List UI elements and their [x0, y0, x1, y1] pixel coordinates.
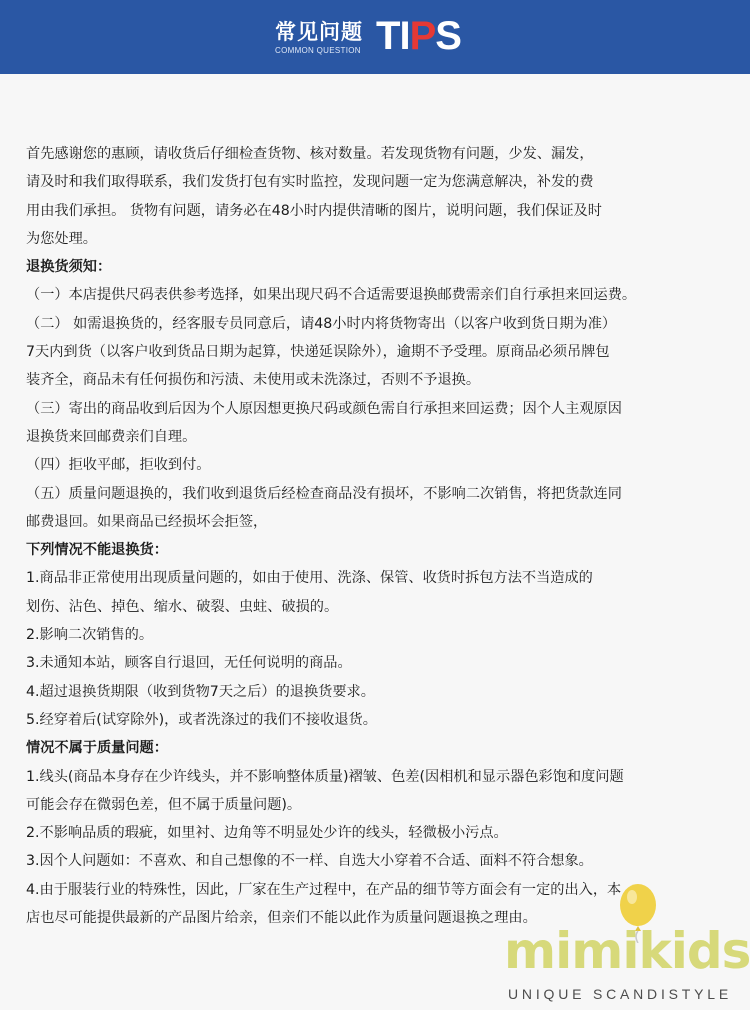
not-quality-line: 1.线头(商品本身存在少许线头，并不影响整体质量)褶皱、色差(因相机和显示器色彩饱和度问题	[26, 768, 624, 785]
returns-section	[26, 281, 746, 536]
intro-line: 请及时和我们取得联系，我们发货打包有实时监控，发现问题一定为您满意解决，补发的费	[26, 174, 594, 191]
logo-wordmark: mimikids	[504, 922, 750, 980]
no-return-line: 划伤、沾色、掉色、缩水、破裂、虫蛀、破损的。	[26, 598, 339, 615]
tips-letter-t: T	[376, 13, 400, 58]
not-quality-line: 2.不影响品质的瑕疵，如里衬、边角等不明显处少许的线头，轻微极小污点。	[26, 825, 508, 842]
tips-letter-p: P	[409, 13, 436, 58]
faq-content	[26, 140, 746, 932]
no-return-section	[26, 564, 746, 734]
not-quality-heading: 情况不属于质量问题：	[26, 740, 168, 757]
no-return-line: 1.商品非正常使用出现质量问题的，如由于使用、洗涤、保管、收货时拆包方法不当造成的	[26, 570, 593, 587]
no-return-line: 2.影响二次销售的。	[26, 627, 154, 644]
returns-line: 装齐全，商品未有任何损伤和污渍、未使用或未洗涤过，否则不予退换。	[26, 372, 481, 389]
tips-letter-s: S	[435, 13, 461, 58]
returns-line: （二） 如需退换货的，经客服专员同意后，请48小时内将货物寄出（以客户收到货日期为准）	[26, 315, 617, 332]
not-quality-line: 4.由于服装行业的特殊性，因此，厂家在生产过程中，在产品的细节等方面会有一定的出入，本	[26, 881, 622, 898]
brand-logo	[494, 880, 750, 1010]
returns-line: 邮费退回。如果商品已经损坏会拒签，	[26, 513, 268, 530]
no-return-line: 3.未通知本站，顾客自行退回，无任何说明的商品。	[26, 655, 352, 672]
returns-line: （四）拒收平邮，拒收到付。	[26, 457, 211, 474]
header-banner	[0, 0, 750, 74]
not-quality-line: 店也尽可能提供最新的产品图片给亲，但亲们不能以此作为质量问题退换之理由。	[26, 910, 537, 927]
returns-line: （五）质量问题退换的，我们收到退货后经检查商品没有损坏，不影响二次销售，将把货款连同	[26, 485, 622, 502]
logo-tagline: UNIQUE SCANDISTYLE	[508, 986, 732, 1002]
intro-line: 首先感谢您的惠顾，请收货后仔细检查货物、核对数量。若发现货物有问题，少发、漏发，	[26, 146, 594, 162]
tips-logo	[376, 13, 461, 59]
intro-section	[26, 140, 746, 253]
returns-line: 退换货来回邮费亲们自理。	[26, 428, 197, 445]
no-return-line: 5.经穿着后(试穿除外)，或者洗涤过的我们不接收退货。	[26, 711, 377, 728]
returns-line: （三）寄出的商品收到后因为个人原因想更换尺码或颜色需自行承担来回运费；因个人主观原因	[26, 400, 622, 417]
returns-line: （一）本店提供尺码表供参考选择，如果出现尺码不合适需要退换邮费需亲们自行承担来回运费。	[26, 287, 637, 304]
not-quality-line: 3.因个人问题如：不喜欢、和自己想像的不一样、自选大小穿着不合适、面料不符合想象。	[26, 853, 593, 870]
header-subtitle: COMMON QUESTION	[275, 46, 361, 55]
returns-heading: 退换货须知：	[26, 259, 112, 276]
no-return-heading: 下列情况不能退换货：	[26, 542, 168, 559]
returns-line: 7天内到货（以客户收到货品日期为起算，快递延误除外），逾期不予受理。原商品必须吊牌包	[26, 344, 610, 361]
not-quality-line: 可能会存在微弱色差，但不属于质量问题)。	[26, 796, 302, 813]
intro-line: 为您处理。	[26, 230, 97, 247]
no-return-line: 4.超过退换货期限（收到货物7天之后）的退换货要求。	[26, 683, 375, 700]
intro-line: 用由我们承担。 货物有问题，请务必在48小时内提供清晰的图片，说明问题，我们保证及时	[26, 202, 602, 219]
tips-letter-i: I	[399, 13, 410, 58]
header-title: 常见问题	[275, 20, 363, 44]
